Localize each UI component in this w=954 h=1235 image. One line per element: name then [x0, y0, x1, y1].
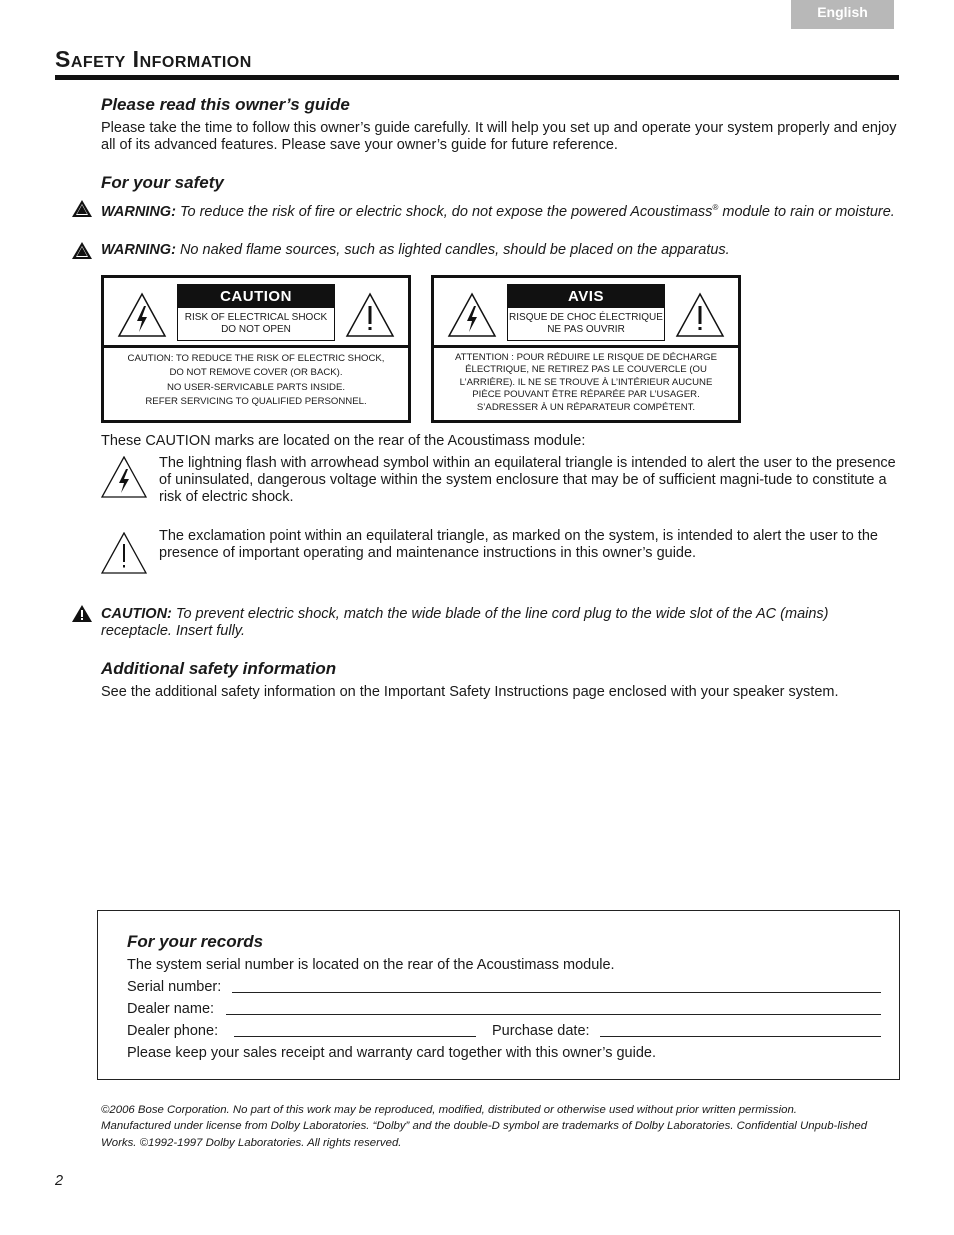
warning-2	[101, 242, 899, 259]
page-number: 2	[55, 1173, 64, 1189]
avis-line: ÉLECTRIQUE, NE RETIREZ PAS LE COUVERCLE (OU	[465, 364, 707, 376]
dolby-text: Manufactured under license from Dolby Laboratories. “Dolby” and the double-D symbol are trademarks of Dolby Laboratories. Confidential Unpub-lished Works. ©1992-1997 Dolby Laboratories. All rights reserved.	[101, 1120, 868, 1149]
title-rule	[55, 75, 899, 80]
dealer-name-field[interactable]	[226, 1001, 881, 1015]
purchase-date-label: Purchase date:	[492, 1023, 590, 1039]
records-intro: The system serial number is located on the rear of the Acoustimass module.	[127, 957, 615, 973]
avis-label-text	[434, 352, 738, 414]
exclamation-triangle-icon	[101, 532, 147, 574]
dealer-name-label: Dealer name:	[127, 1001, 215, 1017]
read-guide-body: Please take the time to follow this owner’s guide carefully. It will help you set up and operate your system properly and enjoy all of its advanced features. Please save your owner’s guide for future reference.	[101, 120, 897, 153]
records-box	[97, 910, 900, 1080]
language-tab[interactable]: English	[791, 0, 894, 29]
caution-line: NO USER-SERVICABLE PARTS INSIDE.	[166, 381, 346, 393]
caution-line: CAUTION: TO REDUCE THE RISK OF ELECTRIC SHOCK,	[127, 353, 385, 364]
avis-line: PIÈCE POUVANT ÊTRE RÉPARÉE PAR L’USAGER.	[472, 389, 700, 401]
warning-2-label: WARNING:	[101, 242, 176, 258]
records-heading: For your records	[127, 932, 264, 951]
read-guide-heading: Please read this owner’s guide	[101, 95, 350, 114]
additional-heading: Additional safety information	[101, 659, 337, 678]
warning-1-text-a: To reduce the risk of fire or electric shock, do not expose the powered Acoustimass	[179, 203, 713, 220]
caution-label	[101, 275, 411, 423]
warning-2-text: No naked flame sources, such as lighted candles, should be placed on the apparatus.	[179, 242, 730, 258]
caution-triangle-icon	[72, 605, 92, 622]
warning-1	[101, 199, 899, 221]
records-note: Please keep your sales receipt and warranty card together with this owner’s guide.	[127, 1045, 657, 1061]
avis-label	[431, 275, 741, 423]
warning-1-label: WARNING:	[101, 203, 176, 220]
dealer-phone-label: Dealer phone:	[127, 1023, 219, 1039]
lightning-triangle-icon	[447, 292, 497, 338]
avis-label-top	[434, 278, 738, 348]
avis-label-header: AVIS	[508, 285, 664, 308]
copyright-text: ©2006 Bose Corporation. No part of this work may be reproduced, modified, distributed or otherwise used without prior written permission.	[101, 1104, 797, 1116]
caution-plug	[101, 606, 899, 640]
caution-label-center	[177, 284, 335, 341]
avis-line: L’ARRIÈRE). IL NE SE TROUVE À L’INTÉRIEUR AUCUNE	[459, 376, 713, 388]
warning-triangle-icon	[72, 242, 92, 259]
caution-plug-text: To prevent electric shock, match the wide blade of the line cord plug to the wide slot of the AC (mains) receptacle. Insert fully.	[101, 606, 829, 639]
avis-line: ATTENTION : POUR RÉDUIRE LE RISQUE DE DÉCHARGE	[454, 352, 718, 363]
purchase-date-field[interactable]	[600, 1023, 881, 1037]
lightning-description: The lightning flash with arrowhead symbol within an equilateral triangle is intended to alert the user to the presence of uninsulated, dangerous voltage within the system enclosure that may be of sufficient magni-tude to constitute a risk of electric shock.	[159, 455, 896, 505]
registered-mark: ®	[712, 203, 719, 212]
page-title: Safety Information	[55, 46, 252, 72]
caution-line: DO NOT REMOVE COVER (OR BACK).	[169, 367, 343, 379]
lightning-triangle-icon	[101, 456, 147, 498]
caution-plug-label: CAUTION:	[101, 606, 172, 622]
caution-label-sub-1: RISK OF ELECTRICAL SHOCK	[184, 312, 328, 323]
avis-label-sub-1: RISQUE DE CHOC ÉLECTRIQUE	[509, 312, 663, 323]
exclamation-description: The exclamation point within an equilateral triangle, as marked on the system, is intended to alert the user to the presence of important operating and maintenance instructions in this owner’s guide.	[159, 528, 878, 561]
dealer-phone-field[interactable]	[234, 1023, 476, 1037]
exclamation-triangle-icon	[345, 292, 395, 338]
avis-label-center	[507, 284, 665, 341]
caution-label-sub-2: DO NOT OPEN	[221, 324, 291, 335]
safety-heading: For your safety	[101, 173, 224, 192]
lightning-triangle-icon	[117, 292, 167, 338]
exclamation-triangle-icon	[675, 292, 725, 338]
serial-number-field[interactable]	[232, 979, 881, 993]
caution-line: REFER SERVICING TO QUALIFIED PERSONNEL.	[145, 396, 367, 408]
warning-1-text-b: module to rain or moisture.	[722, 203, 895, 220]
avis-label-sub-2: NE PAS OUVRIR	[547, 324, 625, 335]
caution-label-text	[104, 353, 408, 409]
marks-intro: These CAUTION marks are located on the rear of the Acoustimass module:	[101, 433, 586, 449]
warning-triangle-icon	[72, 200, 92, 217]
avis-line: S’ADRESSER À UN RÉPARATEUR COMPÉTENT.	[476, 401, 696, 413]
caution-label-header: CAUTION	[178, 285, 334, 308]
caution-label-top	[104, 278, 408, 348]
additional-body: See the additional safety information on the Important Safety Instructions page enclosed with your speaker system.	[101, 684, 839, 700]
serial-number-label: Serial number:	[127, 979, 222, 995]
